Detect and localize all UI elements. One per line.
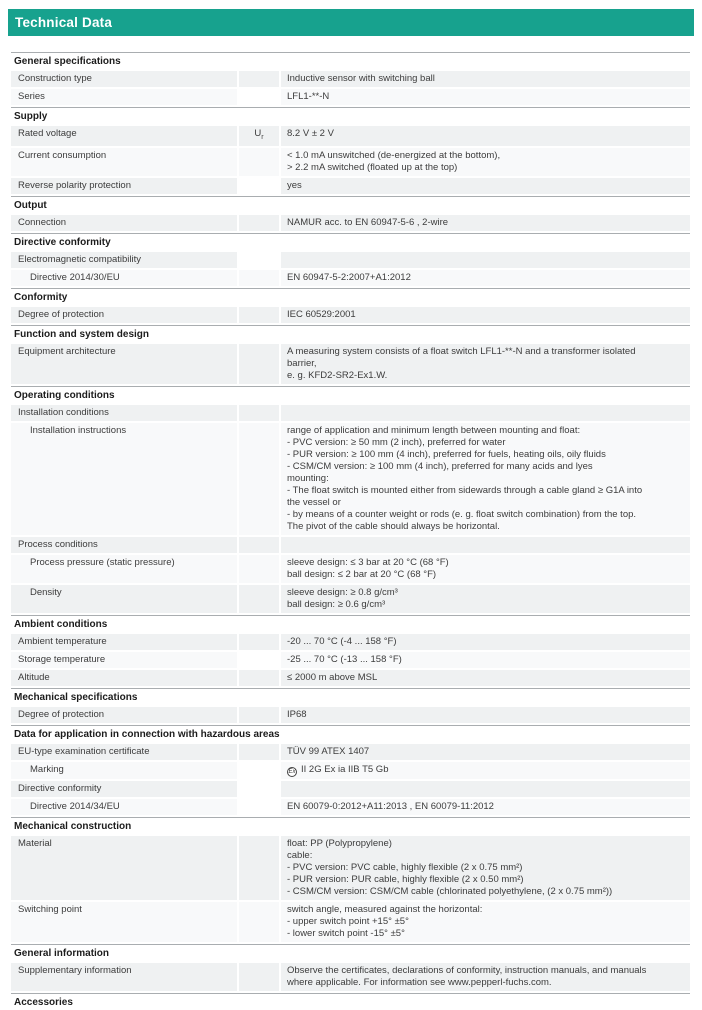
section-header: Function and system design bbox=[11, 325, 690, 342]
spec-label: Process pressure (static pressure) bbox=[11, 555, 237, 583]
spec-value-line: Observe the certificates, declarations of conformity, instruction manuals, and manuals bbox=[287, 964, 647, 976]
spec-label: Degree of protection bbox=[11, 307, 237, 323]
spec-label: Installation conditions bbox=[11, 405, 237, 421]
spec-symbol-cell bbox=[239, 215, 279, 231]
spec-table bbox=[11, 52, 690, 1010]
spec-symbol-cell bbox=[239, 252, 279, 268]
spec-value-line: The pivot of the cable should always be horizontal. bbox=[287, 520, 500, 532]
spec-value bbox=[281, 836, 690, 900]
spec-value-line: - PUR version: PUR cable, highly flexible (2 x 0.50 mm²) bbox=[287, 873, 524, 885]
spec-value bbox=[281, 744, 690, 760]
spec-row bbox=[11, 652, 690, 668]
spec-value bbox=[281, 799, 690, 815]
section-header: Data for application in connection with hazardous areas bbox=[11, 725, 690, 742]
spec-value-line: sleeve design: ≤ 3 bar at 20 °C (68 °F) bbox=[287, 556, 449, 568]
spec-label: Process conditions bbox=[11, 537, 237, 553]
spec-symbol-cell bbox=[239, 270, 279, 286]
spec-value-line: switch angle, measured against the horizontal: bbox=[287, 903, 483, 915]
spec-label: Construction type bbox=[11, 71, 237, 87]
spec-value-line: - PVC version: PVC cable, highly flexible (2 x 0.75 mm²) bbox=[287, 861, 523, 873]
section-header: Output bbox=[11, 196, 690, 213]
spec-label: Ambient temperature bbox=[11, 634, 237, 650]
spec-label: Connection bbox=[11, 215, 237, 231]
spec-row bbox=[11, 781, 690, 797]
spec-row bbox=[11, 902, 690, 942]
spec-label: Storage temperature bbox=[11, 652, 237, 668]
spec-row bbox=[11, 405, 690, 421]
spec-value bbox=[281, 537, 690, 553]
spec-label: Electromagnetic compatibility bbox=[11, 252, 237, 268]
spec-symbol-cell bbox=[239, 537, 279, 553]
spec-label: Material bbox=[11, 836, 237, 900]
spec-value-line: NAMUR acc. to EN 60947-5-6 , 2-wire bbox=[287, 216, 449, 228]
spec-value-line: EN 60079-0:2012+A11:2013 , EN 60079-11:2012 bbox=[287, 800, 494, 812]
spec-value-line: EN 60947-5-2:2007+A1:2012 bbox=[287, 271, 411, 283]
spec-symbol-cell bbox=[239, 902, 279, 942]
atex-ex-icon: Ex bbox=[288, 768, 296, 775]
spec-symbol-cell bbox=[239, 344, 279, 384]
spec-value-line: - PUR version: ≥ 100 mm (4 inch), preferred for fuels, heating oils, oily fluids bbox=[287, 448, 606, 460]
spec-value bbox=[281, 963, 690, 991]
spec-value-line: yes bbox=[287, 179, 302, 191]
spec-row bbox=[11, 148, 690, 176]
spec-row bbox=[11, 270, 690, 286]
spec-value bbox=[281, 215, 690, 231]
spec-value-line: sleeve design: ≥ 0.8 g/cm³ bbox=[287, 586, 398, 598]
spec-value bbox=[281, 555, 690, 583]
spec-value-line: e. g. KFD2-SR2-Ex1.W. bbox=[287, 369, 388, 381]
spec-value bbox=[281, 270, 690, 286]
section-header: Mechanical construction bbox=[11, 817, 690, 834]
spec-label: Marking bbox=[11, 762, 237, 779]
spec-value bbox=[281, 423, 690, 535]
spec-value-line: where applicable. For information see www.pepperl-fuchs.com. bbox=[287, 976, 552, 988]
spec-label: Density bbox=[11, 585, 237, 613]
spec-value bbox=[281, 670, 690, 686]
spec-value-line: LFL1-**-N bbox=[287, 91, 330, 102]
spec-row bbox=[11, 836, 690, 900]
spec-symbol-cell bbox=[239, 744, 279, 760]
spec-symbol-cell bbox=[239, 71, 279, 87]
spec-value-line: the vessel or bbox=[287, 496, 341, 508]
section-header: Supply bbox=[11, 107, 690, 124]
spec-value bbox=[281, 405, 690, 421]
spec-value-line: TÜV 99 ATEX 1407 bbox=[287, 745, 370, 757]
spec-value-line: -20 ... 70 °C (-4 ... 158 °F) bbox=[287, 635, 397, 647]
spec-value bbox=[281, 307, 690, 323]
spec-symbol-cell bbox=[239, 423, 279, 535]
spec-row bbox=[11, 670, 690, 686]
spec-symbol-cell bbox=[239, 781, 279, 797]
page-title: Technical Data bbox=[15, 15, 113, 30]
spec-value bbox=[281, 781, 690, 797]
spec-value bbox=[281, 902, 690, 942]
spec-value bbox=[281, 252, 690, 268]
spec-row bbox=[11, 252, 690, 268]
section-header: General information bbox=[11, 944, 690, 961]
spec-symbol-cell bbox=[239, 555, 279, 583]
spec-label: Degree of protection bbox=[11, 707, 237, 723]
spec-value bbox=[281, 126, 690, 146]
spec-row bbox=[11, 537, 690, 553]
spec-label: Reverse polarity protection bbox=[11, 178, 237, 194]
spec-row bbox=[11, 744, 690, 760]
section-header: General specifications bbox=[11, 52, 690, 69]
spec-label: Directive conformity bbox=[11, 781, 237, 797]
spec-row bbox=[11, 178, 690, 194]
spec-row bbox=[11, 634, 690, 650]
spec-value-line: - by means of a counter weight or rods (e. g. float switch combination) from the top. bbox=[287, 508, 637, 520]
spec-label: Directive 2014/30/EU bbox=[11, 270, 237, 286]
spec-value-line: float: PP (Polypropylene) bbox=[287, 837, 392, 849]
spec-value bbox=[281, 585, 690, 613]
spec-label: Rated voltage bbox=[11, 126, 237, 146]
section-header: Ambient conditions bbox=[11, 615, 690, 632]
spec-symbol-cell bbox=[239, 762, 279, 779]
spec-row bbox=[11, 707, 690, 723]
spec-row bbox=[11, 307, 690, 323]
spec-row bbox=[11, 799, 690, 815]
spec-value-line: Inductive sensor with switching ball bbox=[287, 73, 435, 84]
spec-value-line: mounting: bbox=[287, 472, 329, 484]
spec-value-line: Ex II 2G Ex ia IIB T5 Gb bbox=[288, 763, 389, 775]
spec-symbol-cell bbox=[239, 799, 279, 815]
spec-value-line: ball design: ≤ 2 bar at 20 °C (68 °F) bbox=[287, 568, 437, 580]
spec-row bbox=[11, 555, 690, 583]
spec-label: Current consumption bbox=[11, 148, 237, 176]
spec-value-line: -25 ... 70 °C (-13 ... 158 °F) bbox=[287, 653, 402, 665]
spec-row bbox=[11, 89, 690, 105]
spec-label: Altitude bbox=[11, 670, 237, 686]
spec-value-line: - lower switch point -15° ±5° bbox=[287, 927, 405, 939]
spec-symbol-cell bbox=[239, 148, 279, 176]
spec-label: Equipment architecture bbox=[11, 344, 237, 384]
technical-data-header-bar bbox=[8, 9, 694, 36]
spec-symbol-cell: $U_r$ bbox=[239, 126, 279, 146]
spec-label: Directive 2014/34/EU bbox=[11, 799, 237, 815]
spec-row bbox=[11, 71, 690, 87]
spec-value bbox=[281, 634, 690, 650]
spec-row bbox=[11, 126, 690, 146]
spec-value-line: - The float switch is mounted either from sidewards through a cable gland ≥ G1A into bbox=[287, 484, 643, 496]
spec-value-line: - upper switch point +15° ±5° bbox=[287, 915, 409, 927]
spec-value-line: > 2.2 mA switched (floated up at the top) bbox=[287, 161, 458, 173]
spec-value-line: barrier, bbox=[287, 357, 317, 369]
spec-symbol-cell bbox=[239, 707, 279, 723]
spec-row bbox=[11, 762, 690, 779]
spec-value-line: ball design: ≥ 0.6 g/cm³ bbox=[287, 598, 386, 610]
spec-value-line: cable: bbox=[287, 849, 313, 861]
spec-value-line: range of application and minimum length between mounting and float: bbox=[287, 424, 581, 436]
spec-symbol-cell bbox=[239, 670, 279, 686]
spec-symbol-cell bbox=[239, 585, 279, 613]
spec-label: Supplementary information bbox=[11, 963, 237, 991]
section-header: Directive conformity bbox=[11, 233, 690, 250]
spec-value bbox=[281, 652, 690, 668]
section-header: Conformity bbox=[11, 288, 690, 305]
spec-row bbox=[11, 963, 690, 991]
spec-label: EU-type examination certificate bbox=[11, 744, 237, 760]
spec-value-line: ≤ 2000 m above MSL bbox=[287, 671, 378, 683]
spec-value bbox=[281, 707, 690, 723]
spec-value bbox=[281, 762, 690, 779]
spec-value-line: 8.2 V ± 2 V bbox=[287, 128, 334, 139]
spec-value-line: IP68 bbox=[287, 708, 307, 720]
spec-value bbox=[281, 89, 690, 105]
spec-row bbox=[11, 215, 690, 231]
spec-row bbox=[11, 423, 690, 535]
spec-symbol-cell bbox=[239, 634, 279, 650]
spec-value bbox=[281, 148, 690, 176]
spec-symbol-cell bbox=[239, 963, 279, 991]
spec-value-line: - CSM/CM version: ≥ 100 mm (4 inch), preferred for many acids and lyes bbox=[287, 460, 593, 472]
section-header: Operating conditions bbox=[11, 386, 690, 403]
spec-symbol-cell bbox=[239, 652, 279, 668]
spec-row bbox=[11, 585, 690, 613]
spec-label: Installation instructions bbox=[11, 423, 237, 535]
spec-value bbox=[281, 71, 690, 87]
spec-value bbox=[281, 344, 690, 384]
spec-symbol-cell bbox=[239, 307, 279, 323]
spec-value-line: - PVC version: ≥ 50 mm (2 inch), preferred for water bbox=[287, 436, 506, 448]
section-header: Mechanical specifications bbox=[11, 688, 690, 705]
spec-value-line: - CSM/CM version: CSM/CM cable (chlorinated polyethylene, (2 x 0.75 mm²)) bbox=[287, 885, 613, 897]
spec-value-line: A measuring system consists of a float switch LFL1-**-N and a transformer isolated bbox=[287, 345, 636, 357]
spec-row bbox=[11, 344, 690, 384]
spec-value-line: < 1.0 mA unswitched (de-energized at the bottom), bbox=[287, 149, 501, 161]
spec-symbol-cell bbox=[239, 178, 279, 194]
spec-label: Series bbox=[11, 89, 237, 105]
spec-label: Switching point bbox=[11, 902, 237, 942]
spec-symbol-cell bbox=[239, 836, 279, 900]
spec-symbol-cell bbox=[239, 89, 279, 105]
spec-symbol-cell bbox=[239, 405, 279, 421]
spec-value-line: IEC 60529:2001 bbox=[287, 308, 356, 320]
section-header: Accessories bbox=[11, 993, 690, 1010]
spec-value bbox=[281, 178, 690, 194]
